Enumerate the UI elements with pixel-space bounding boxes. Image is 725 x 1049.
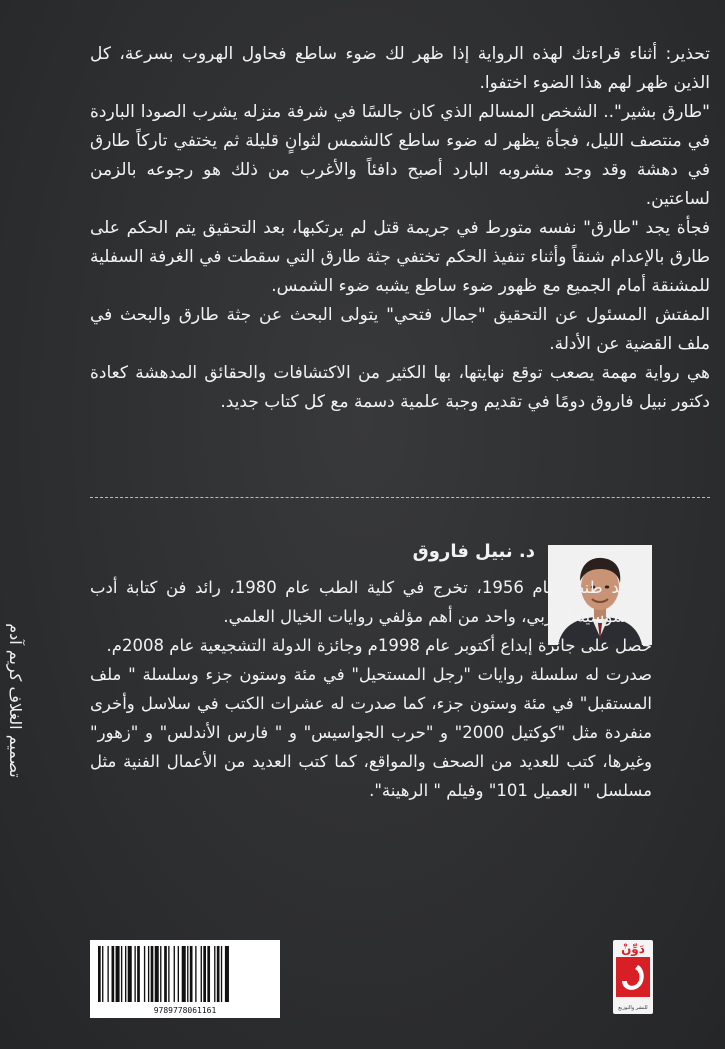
barcode-bar bbox=[155, 946, 159, 1002]
barcode-bar bbox=[121, 946, 122, 1002]
barcode-bar bbox=[195, 946, 196, 1002]
barcode-bar bbox=[221, 946, 222, 1002]
barcode-bar bbox=[214, 946, 215, 1002]
barcode-bar bbox=[151, 946, 154, 1002]
barcode-bar bbox=[160, 946, 161, 1002]
isbn-number: 9789778061161 bbox=[153, 1006, 217, 1015]
publisher-logo bbox=[613, 940, 653, 1014]
barcode bbox=[90, 940, 280, 1018]
barcode-bar bbox=[190, 946, 193, 1002]
synopsis bbox=[90, 40, 710, 417]
barcode-bar bbox=[225, 946, 229, 1002]
barcode-icon bbox=[96, 946, 274, 1002]
barcode-bar bbox=[125, 946, 126, 1002]
barcode-bar bbox=[203, 946, 206, 1002]
bio-paragraph: صدرت له سلسلة روايات "رجل المستحيل" في مئة وستون جزء وسلسلة " ملف المستقبل" في مئة وستون جزء، كما صدرت له عشرات الكتب في سلاسل وأخرى منفردة مثل "كوكتيل 2000" و "حرب الجواسيس" و " فارس الأندلس" و "زهور" وغيرها، كتب للعديد من الصحف والمواقع، كما كتب العديد من الأعمال الفنية مثل مسلسل " العميل 101" وفيلم " الرهينة". bbox=[90, 665, 652, 800]
barcode-bar bbox=[134, 946, 135, 1002]
barcode-bar bbox=[187, 946, 188, 1002]
publisher-name: دَوِّنْ bbox=[621, 942, 645, 956]
bio-paragraph: مواليد طنطا عام 1956، تخرج في كلية الطب عام 1980، رائد فن كتابة أدب الجاسوسية العربي، واحد من أهم مؤلفي روايات الخيال العلمي. bbox=[90, 578, 652, 626]
synopsis-warning: تحذير: أثناء قراءتك لهذه الرواية إذا ظهر لك ضوء ساطع فحاول الهروب بسرعة، كل الذين ظهر لهم هذا الضوء اختفوا. bbox=[90, 44, 710, 93]
dashed-divider bbox=[90, 497, 710, 498]
barcode-bar bbox=[217, 946, 220, 1002]
synopsis-paragraph: هي رواية مهمة يصعب توقع نهايتها، بها الكثير من الاكتشافات والحقائق المدهشة كعادة دكتور نبيل فاروق دومًا في تقديم وجبة علمية دسمة مع كل كتاب جديد. bbox=[90, 363, 710, 412]
barcode-bar bbox=[102, 946, 103, 1002]
barcode-bar bbox=[168, 946, 169, 1002]
barcode-bar bbox=[112, 946, 115, 1002]
bio-paragraph: حصل على جائزة إبداع أكتوبر عام 1998م وجائزة الدولة التشجيعية عام 2008م. bbox=[106, 636, 652, 655]
author-name: د. نبيل فاروق bbox=[412, 541, 535, 562]
synopsis-paragraph: "طارق بشير".. الشخص المسالم الذي كان جالسًا في شرفة منزله يشرب الصودا الباردة في منتصف الليل، فجأة يظهر له ضوء ساطع كالشمس لثوانٍ قليلة ثم يختفي تاركاً طارق في دهشة وقد وجد مشروبه البارد أصبح دافئاً والأغرب من ذلك هو رجوعه بالزمن لساعتين. bbox=[90, 102, 710, 209]
barcode-bar bbox=[107, 946, 108, 1002]
barcode-bar bbox=[144, 946, 145, 1002]
synopsis-paragraph: المفتش المسئول عن التحقيق "جمال فتحي" يتولى البحث عن جثة طارق والبحث في ملف القضية عن الأدلة. bbox=[90, 305, 710, 354]
barcode-bar bbox=[116, 946, 120, 1002]
cover-designer-credit bbox=[0, 580, 30, 820]
barcode-bar bbox=[98, 946, 101, 1002]
barcode-bar bbox=[174, 946, 175, 1002]
barcode-bar bbox=[207, 946, 210, 1002]
barcode-bar bbox=[164, 946, 167, 1002]
publisher-tagline: للنشر والتوزيع bbox=[618, 1005, 648, 1011]
synopsis-paragraph: فجأة يجد "طارق" نفسه متورط في جريمة قتل لم يرتكبها، بعد التحقيق يتم الحكم على طارق بالإعدام شنقاً وأثناء تنفيذ الحكم تختفي جثة طارق التي سقطت في الغرفة السفلية للمشنقة أمام الجميع مع ظهور ضوء ساطع يشبه ضوء الشمس. bbox=[90, 218, 710, 296]
cover-designer-text: تصميم الغلاف كريم آدم bbox=[5, 622, 25, 778]
barcode-bar bbox=[178, 946, 179, 1002]
barcode-bar bbox=[128, 946, 132, 1002]
barcode-bar bbox=[182, 946, 186, 1002]
author-bio bbox=[90, 573, 652, 805]
barcode-bar bbox=[137, 946, 140, 1002]
barcode-bar bbox=[148, 946, 149, 1002]
publisher-mark-icon bbox=[616, 957, 650, 997]
barcode-bar bbox=[201, 946, 202, 1002]
